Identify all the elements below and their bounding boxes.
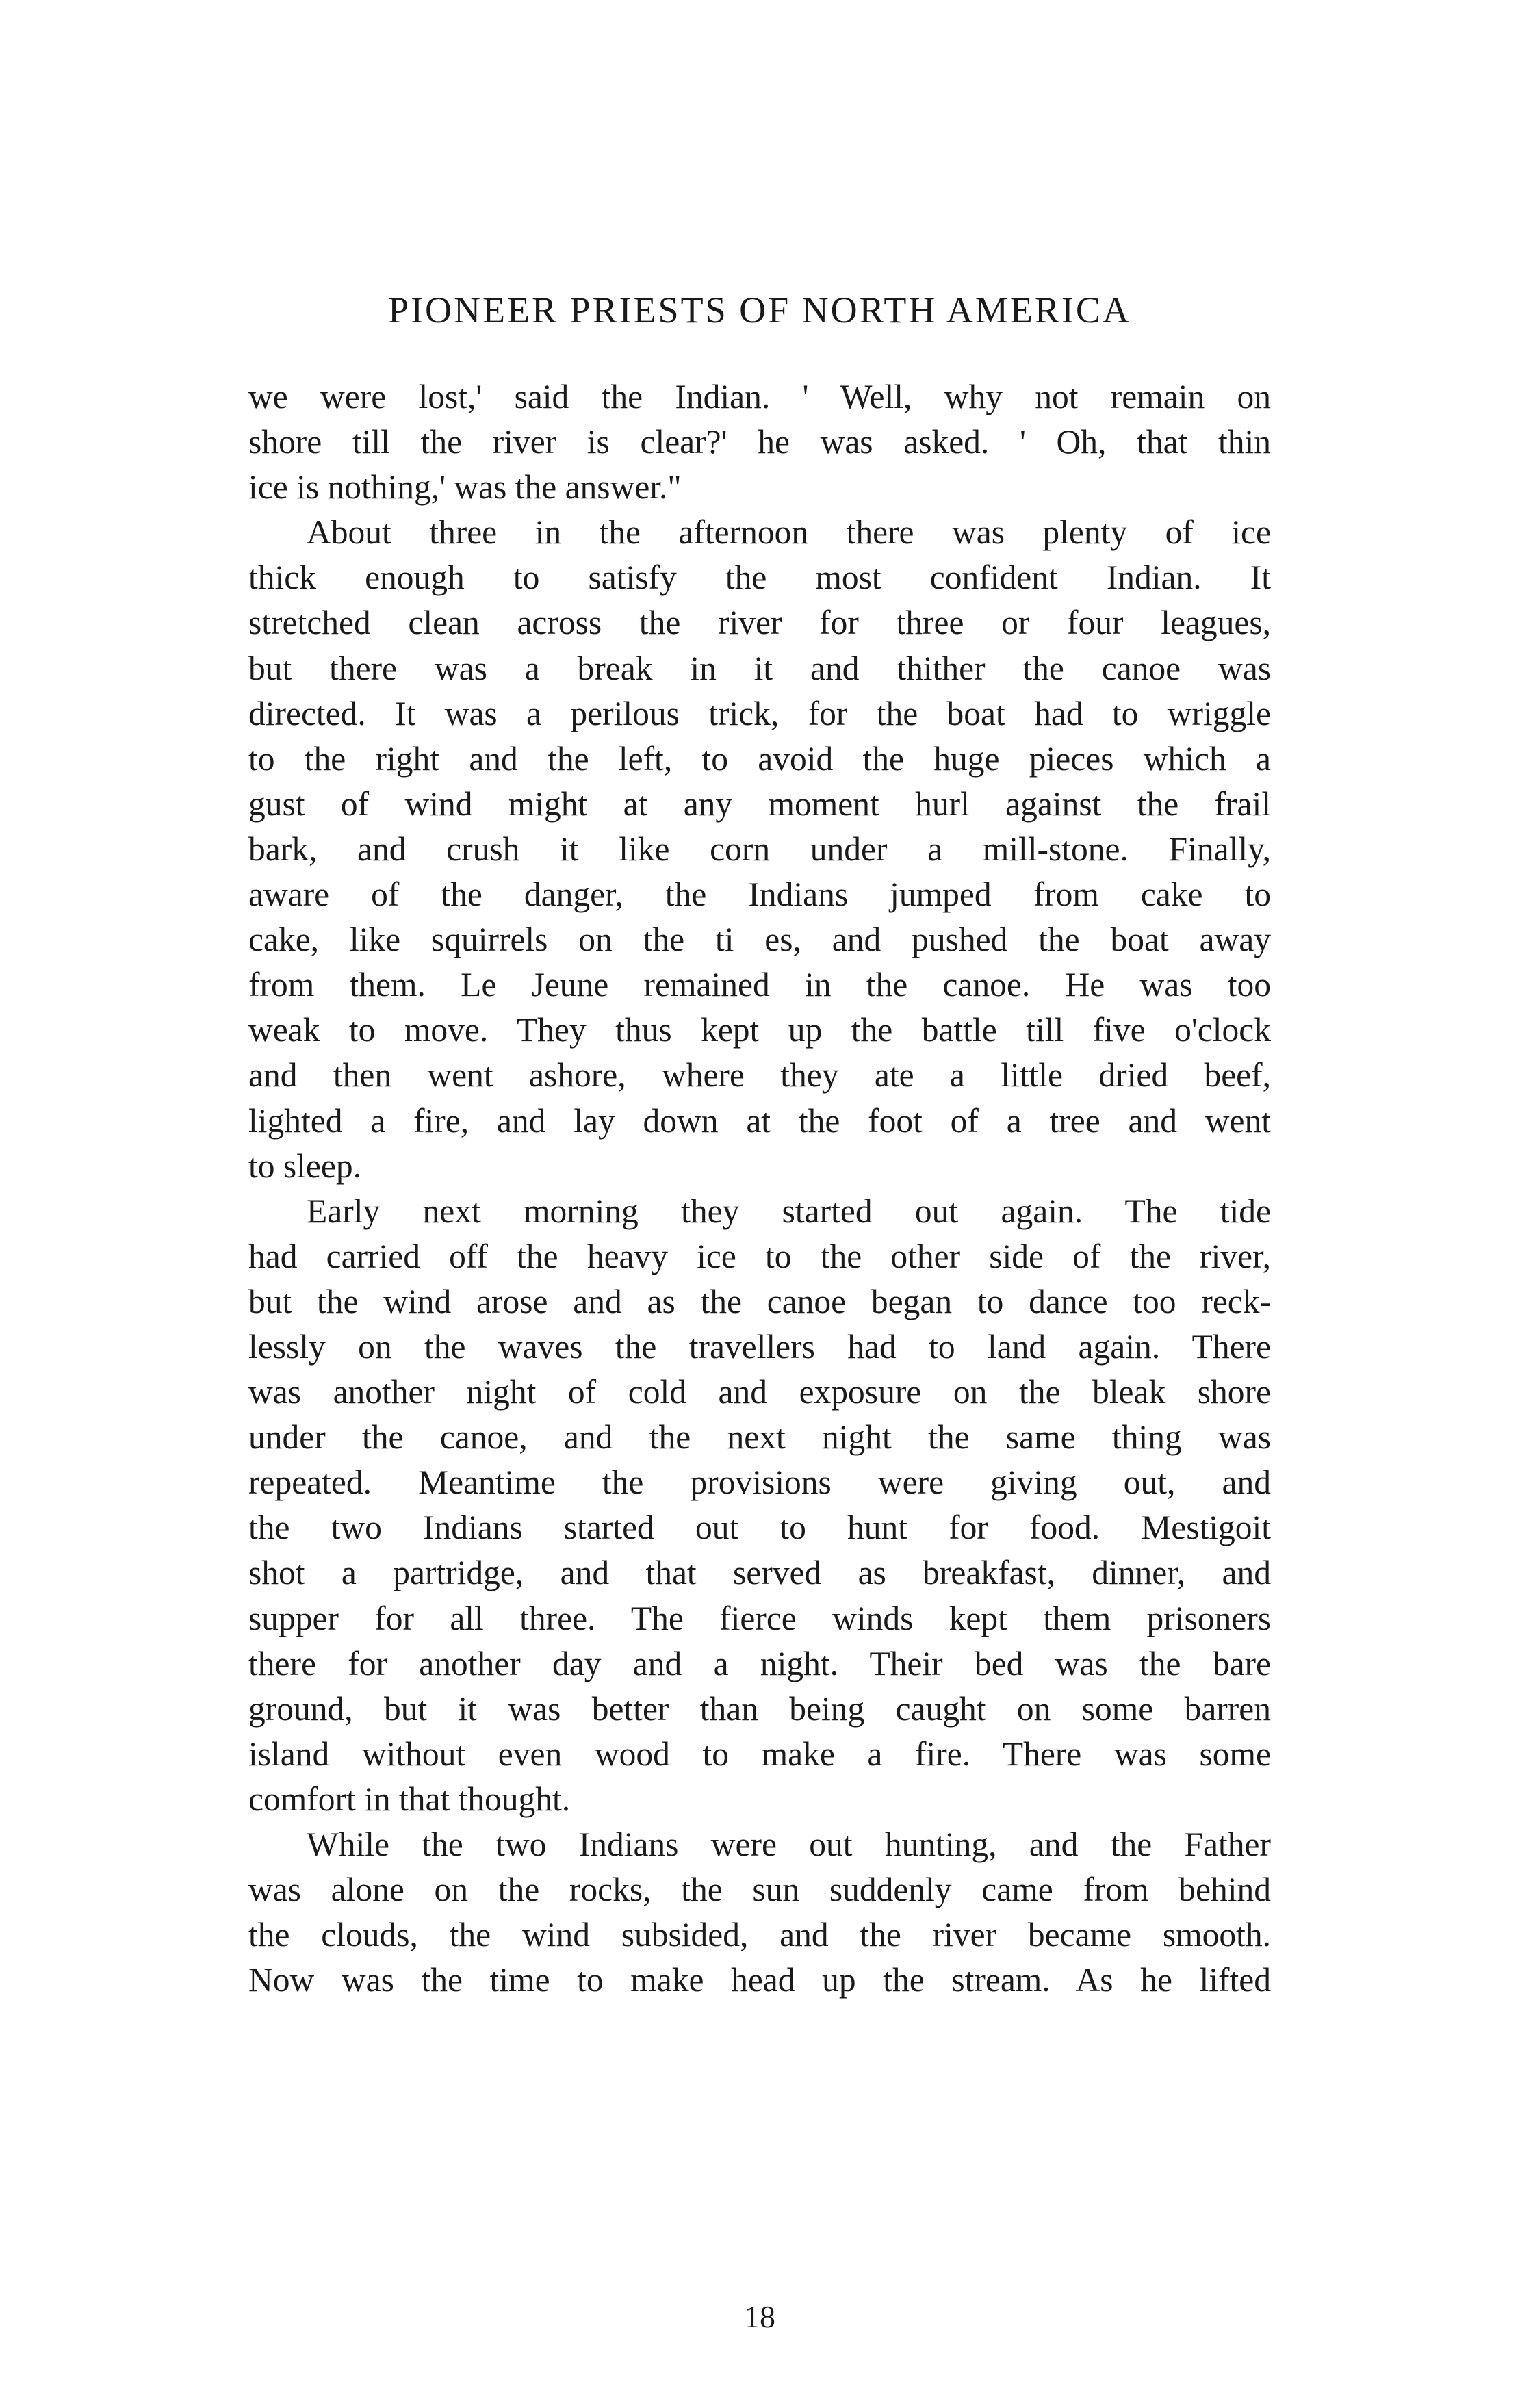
text-line: and then went ashore, where they ate a little dried beef, (248, 1056, 1271, 1094)
page-number: 18 (744, 2299, 775, 2334)
text-line: aware of the danger, the Indians jumped from cake to (248, 875, 1271, 914)
text-line: but there was a break in it and thither the canoe was (248, 649, 1271, 687)
text-line: we were lost,' said the Indian. ' Well, why not remain on (248, 378, 1271, 415)
text-line: to sleep. (248, 1147, 361, 1185)
text-line: comfort in that thought. (248, 1780, 571, 1818)
text-line: from them. Le Jeune remained in the canoe. He was too (248, 966, 1271, 1004)
body-text (248, 374, 1271, 2003)
text-line: gust of wind might at any moment hurl against the frail (248, 784, 1271, 823)
text-line: About three in the afternoon there was plenty of ice (307, 513, 1271, 552)
paragraph-4 (248, 1822, 1271, 2003)
text-line: lessly on the waves the travellers had to land again. There (248, 1327, 1271, 1366)
text-line: but the wind arose and as the canoe began to dance too reck- (248, 1282, 1271, 1320)
paragraph-1 (248, 374, 1271, 510)
text-line: lighted a fire, and lay down at the foot of a tree and went (248, 1101, 1271, 1140)
text-line: island without even wood to make a fire. There was some (248, 1734, 1271, 1773)
text-line: ice is nothing,' was the answer." (248, 468, 682, 507)
text-line: Now was the time to make head up the stream. As he lifted (248, 1961, 1271, 1999)
paragraph-2 (248, 510, 1271, 1188)
text-line: to the right and the left, to avoid the huge pieces which a (248, 739, 1271, 778)
text-line: the clouds, the wind subsided, and the river became smooth. (248, 1916, 1271, 1954)
text-line: weak to move. They thus kept up the battle till five o'clock (248, 1011, 1271, 1049)
text-line: thick enough to satisfy the most confident Indian. It (248, 559, 1271, 597)
text-line: Early next morning they started out again. The tide (307, 1192, 1271, 1230)
text-line: While the two Indians were out hunting, and the Father (307, 1826, 1271, 1863)
text-line: cake, like squirrels on the ti es, and pushed the boat away (248, 921, 1271, 959)
text-line: bark, and crush it like corn under a mill-stone. Finally, (248, 830, 1271, 868)
text-line: was alone on the rocks, the sun suddenly came from behind (248, 1871, 1271, 1909)
running-head: PIONEER PRIESTS OF NORTH AMERICA (388, 290, 1131, 331)
paragraph-3 (248, 1189, 1271, 1822)
text-line: had carried off the heavy ice to the other side of the river, (248, 1237, 1271, 1275)
text-line: shore till the river is clear?' he was asked. ' Oh, that thin (248, 423, 1271, 461)
text-line: under the canoe, and the next night the same thing was (248, 1418, 1271, 1457)
text-line: supper for all three. The fierce winds kept them prisoners (248, 1599, 1271, 1637)
text-line: was another night of cold and exposure on the bleak shore (248, 1373, 1271, 1411)
text-line: stretched clean across the river for three or four leagues, (248, 604, 1271, 642)
text-line: the two Indians started out to hunt for food. Mestigoit (248, 1509, 1271, 1547)
text-line: directed. It was a perilous trick, for the boat had to wriggle (248, 694, 1271, 732)
text-line: repeated. Meantime the provisions were giving out, and (248, 1463, 1271, 1502)
text-line: there for another day and a night. Their bed was the bare (248, 1644, 1271, 1682)
text-line: ground, but it was better than being caught on some barren (248, 1689, 1271, 1728)
text-line: shot a partridge, and that served as breakfast, dinner, and (248, 1554, 1271, 1592)
